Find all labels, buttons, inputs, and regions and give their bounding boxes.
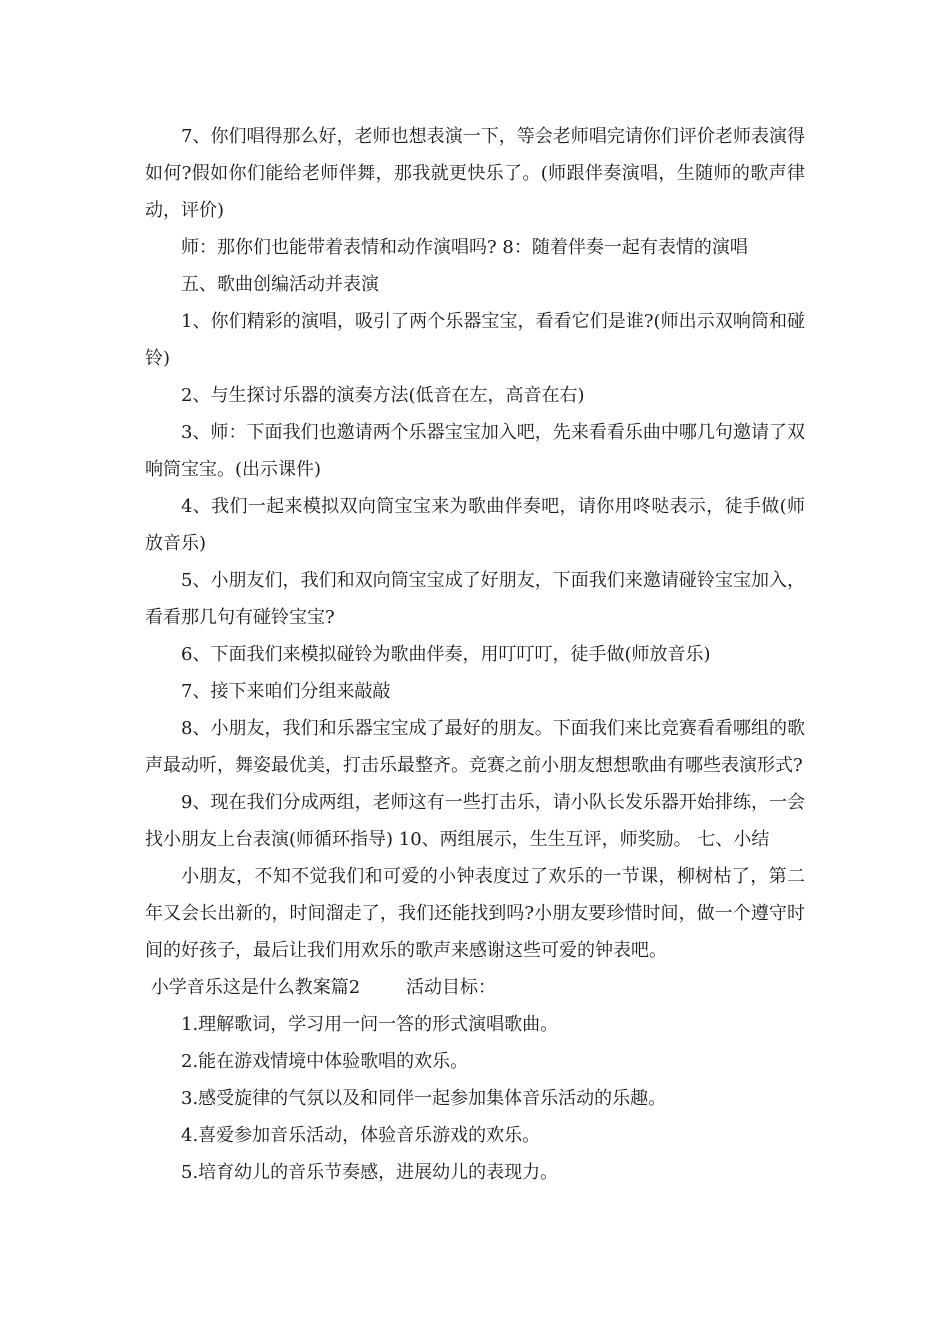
paragraph-item-7: 7、接下来咱们分组来敲敲 (181, 681, 391, 702)
paragraph-item-2: 2、与生探讨乐器的演奏方法(低音在左，高音在右) (181, 385, 585, 406)
paragraph-item-4: 4、我们一起来模拟双向筒宝宝来为歌曲伴奏吧，请你用咚哒表示，徒手做(师放音乐) (145, 496, 805, 554)
paragraph-item-9: 9、现在我们分成两组，老师这有一些打击乐，请小队长发乐器开始排练，一会找小朋友上台表演(师循环指导) 10、两组展示，生生互评，师奖励。 七、小结 (145, 792, 805, 850)
paragraph-item-1: 1、你们精彩的演唱，吸引了两个乐器宝宝，看看它们是谁?(师出示双响筒和碰铃) (145, 311, 805, 369)
paragraph-teacher-question: 师：那你们也能带着表情和动作演唱吗? 8：随着伴奏一起有表情的演唱 (181, 237, 748, 258)
paragraph-step-7: 7、你们唱得那么好，老师也想表演一下，等会老师唱完请你们评价老师表演得如何?假如你们能给老师伴舞，那我就更快乐了。(师跟伴奏演唱，生随师的歌声律动，评价) (145, 126, 805, 221)
goal-item-3: 3.感受旋律的气氛以及和同伴一起参加集体音乐活动的乐趣。 (181, 1088, 667, 1109)
paragraph-item-6: 6、下面我们来模拟碰铃为歌曲伴奏，用叮叮叮，徒手做(师放音乐) (181, 644, 711, 665)
document-body (145, 118, 805, 1191)
section-heading-lesson-2: 小学音乐这是什么教案篇2 活动目标： (145, 977, 496, 998)
goal-item-4: 4.喜爱参加音乐活动，体验音乐游戏的欢乐。 (181, 1125, 541, 1146)
paragraph-summary: 小朋友，不知不觉我们和可爱的小钟表度过了欢乐的一节课，柳树枯了，第二年又会长出新的，时间溜走了，我们还能找到吗?小朋友要珍惜时间，做一个遵守时间的好孩子，最后让我们用欢乐的歌声来感谢这些可爱的钟表吧。 (145, 866, 805, 961)
goal-item-2: 2.能在游戏情境中体验歌唱的欢乐。 (181, 1051, 469, 1072)
paragraph-item-5: 5、小朋友们，我们和双向筒宝宝成了好朋友，下面我们来邀请碰铃宝宝加入，看看那几句有碰铃宝宝? (145, 570, 805, 628)
goal-item-1: 1.理解歌词，学习用一问一答的形式演唱歌曲。 (181, 1014, 559, 1035)
section-heading-five: 五、歌曲创编活动并表演 (181, 274, 379, 295)
goal-item-5: 5.培育幼儿的音乐节奏感，进展幼儿的表现力。 (181, 1162, 559, 1183)
paragraph-item-8: 8、小朋友，我们和乐器宝宝成了最好的朋友。下面我们来比竞赛看看哪组的歌声最动听，舞姿最优美，打击乐最整齐。竞赛之前小朋友想想歌曲有哪些表演形式? (145, 718, 805, 776)
paragraph-item-3: 3、师：下面我们也邀请两个乐器宝宝加入吧，先来看看乐曲中哪几句邀请了双响筒宝宝。(出示课件) (145, 422, 805, 480)
